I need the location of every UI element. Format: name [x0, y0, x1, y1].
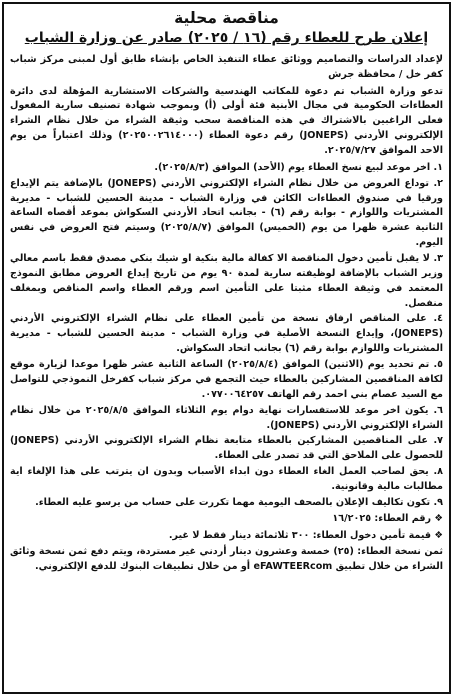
item-7-addenda: ٧. على المناقصين المشاركين بالعطاء متابعة نظام الشراء الإلكتروني الأردني (JONEPS) للحصول على الملاحق التي قد تصدر على العطاء. — [10, 435, 443, 462]
document-price: ثمن نسخة العطاء: (٢٥) خمسة وعشرون دينار أردني غير مستردة، ويتم دفع ثمن نسخة وثائق الشراء من خلال تطبيق eFAWTEERcom أو من خلال تطبيقات البنوك للدفع الإلكتروني. — [10, 546, 443, 573]
tender-number: ❖ رقم العطاء: ١٦/٢٠٢٥ — [332, 512, 443, 524]
item-2-submission: ٢. توداع العروض من خلال نظام الشراء الإلكتروني الأردني (JONEPS) بالإضافة يتم الإيداع ورقيا في صندوق العطاءات الكائن في وزارة الشباب - مدينة الحسين للشباب - مديرية المشتريات واللوازم - بوابة رقم (٦) - بجانب اتحاد الأردني السكواش بموعد أقصاه الساعة الثانية عشرة ظهرا من يوم (الخميس) الموافق (٢٠٢٥/٨/٧) وسيتم فتح العروض في نفس اليوم. — [10, 177, 443, 249]
item-4-bond-copy: ٤. على المناقص ارفاق نسخة من تأمين العطاء على نظام الشراء الإلكتروني الأردني (JONEPS)، وإيداع النسخة الأصلية في وزارة الشباب - مدينة الحسين للشباب - مديرية المشتريات واللوازم بوابة رقم (٦) بجانب اتحاد السكواش. — [10, 313, 443, 355]
announcement-title: مناقصة محلية — [174, 9, 279, 27]
item-3-bid-bond: ٣. لا يقبل تأمين دخول المناقصة الا كفالة مالية بنكية او شيك بنكي مصدق فقط باسم معالي وزير الشباب بالإضافة لوظيفته سارية لمدة ٩٠ يوم من تاريخ إيداع العروض مطابق النموذج المعتمد في وثيقة العطاء مثبتا على التأمين اسم ورقم العطاء واسم المناقص وبمغلف منفصل. — [10, 253, 443, 309]
item-6-inquiries: ٦. يكون اخر موعد للاستفسارات نهاية دوام يوم الثلاثاء الموافق ٢٠٢٥/٨/٥ من خلال نظام الشراء الإلكتروني الأردني (JONEPS). — [10, 404, 443, 431]
item-5-site-visit: ٥. تم تحديد يوم (الاثنين) الموافق (٢٠٢٥/٨/٤) الساعة الثانية عشر ظهرا موعدا لزيارة موقع لكافة المناقصين المشاركين بالعطاء حيث التجمع في مركز شباب كفرخل النموذجي للتواصل مع السيد عصام بني احمد رقم الهاتف ٠٧٧٠٠٦٤٢٥٧. — [10, 359, 444, 400]
tender-announcement — [2, 2, 451, 694]
item-1-sale-deadline: ١. اخر موعد لبيع نسخ العطاء يوم (الأحد) الموافق (٢٠٢٥/٨/٣). — [154, 161, 443, 173]
announcement-subtitle: إعلان طرح للعطاء رقم (١٦ / ٢٠٢٥) صادر عن وزارة الشباب — [24, 30, 429, 47]
intro-project-line: لإعداد الدراسات والتصاميم ووثائق عطاء التنفيذ الخاص بإنشاء طابق أول لمبنى مركز شباب كفر خل / محافظة جرش — [10, 53, 443, 80]
item-9-ad-costs: ٩. تكون تكاليف الإعلان بالصحف اليومية مهما تكررت على حساب من يرسو عليه العطاء. — [35, 496, 443, 508]
bid-bond-value: ❖ قيمة تأمين دخول العطاء: ٣٠٠ ثلاثمائة دينار فقط لا غير. — [168, 529, 443, 541]
item-8-cancellation: ٨. يحق لصاحب العمل الغاء العطاء دون ابداء الأسباب وبدون ان يترتب على هذا الإلغاء اية مطالبات مالية وقانونية. — [10, 466, 443, 492]
intro-invitation-paragraph: تدعو وزارة الشباب تم دعوة للمكاتب الهندسية والشركات الاستشارية المؤهلة لدى دائرة العطاءات الحكومية في مجال الأبنية فئة أولى (أ) وبموجب شهادة تصنيف سارية المفعول فعلى الراغبين بالاشتراك في هذه المناقصة سحب وثيقة الشراء من خلال نظام الشراء الإلكتروني الأردني (JONEPS) رقم دعوة العطاء (٢٠٢٥٠٠٢٦١٤٠٠٠) وذلك اعتباراً من يوم الاحد الموافق ٢٠٢٥/٧/٢٧. — [10, 85, 443, 157]
